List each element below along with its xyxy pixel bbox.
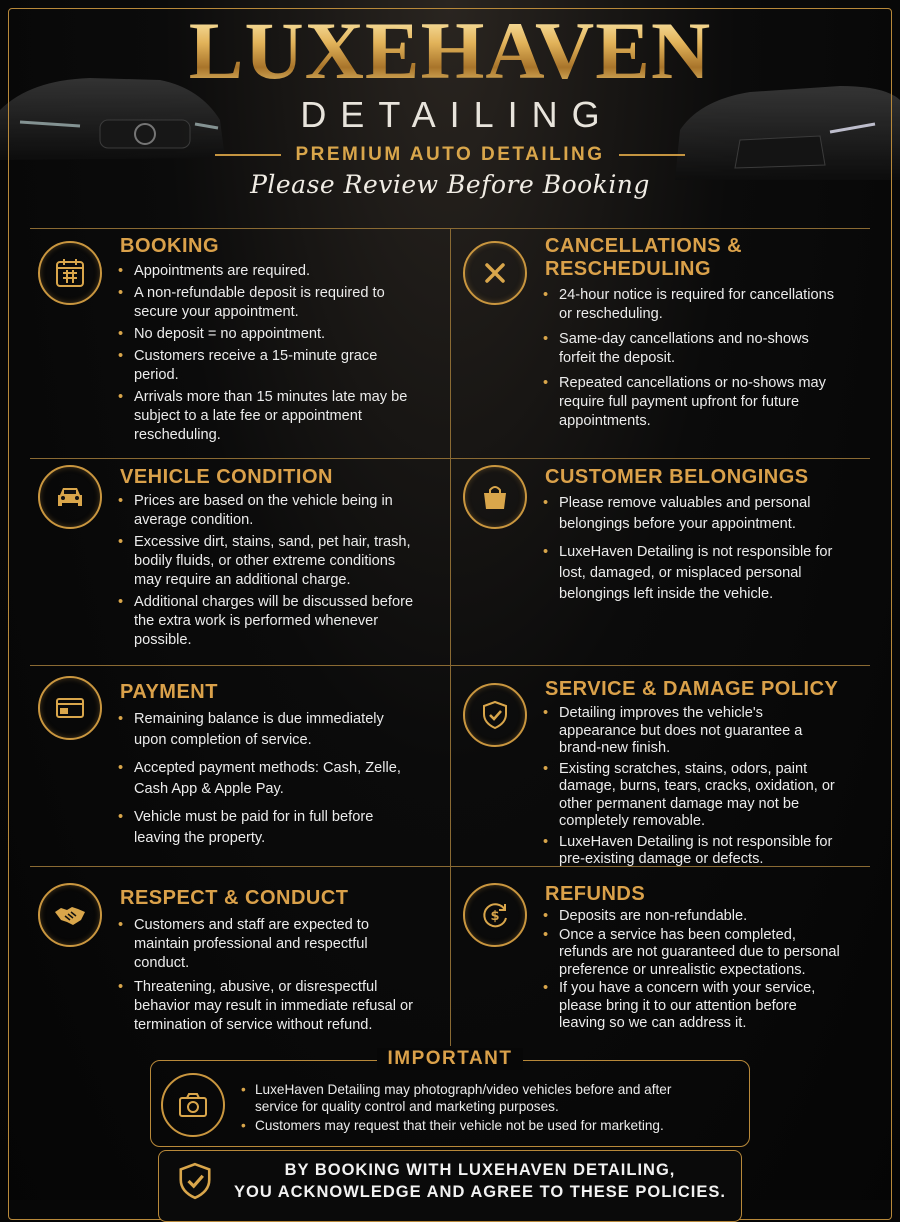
list-item: • Customers may request that their vehicle not be used for marketing. — [241, 1117, 691, 1134]
list-item: • Same-day cancellations and no-shows forfeit the deposit. — [543, 330, 843, 368]
shield-check-icon — [173, 1159, 217, 1203]
list-item: • No deposit = no appointment. — [118, 325, 418, 344]
section-cancellations — [451, 228, 870, 458]
list-item: • Detailing improves the vehicle's appearance but does not guarantee a brand-new finish. — [543, 705, 843, 758]
section-list — [543, 705, 843, 872]
section-title: BOOKING — [120, 235, 220, 257]
section-customer-belongings — [451, 459, 870, 665]
section-title: PAYMENT — [120, 681, 218, 703]
section-booking — [30, 228, 450, 458]
tagline: PREMIUM AUTO DETAILING — [295, 144, 605, 165]
list-item: • A non-refundable deposit is required to secure your appointment. — [118, 284, 418, 322]
svg-text:$: $ — [490, 909, 500, 924]
section-title: SERVICE & DAMAGE POLICY — [545, 678, 839, 700]
section-list — [543, 908, 843, 1036]
list-item: • If you have a concern with your service, please bring it to our attention before leaving so we can address it. — [543, 980, 843, 1033]
x-mark-icon — [463, 241, 527, 305]
calendar-icon — [38, 241, 102, 305]
section-title: CANCELLATIONS & RESCHEDULING — [545, 235, 743, 280]
list-item: • Deposits are non-refundable. — [543, 908, 843, 926]
list-item: • Customers receive a 15-minute grace period. — [118, 347, 418, 385]
brand-subtitle: DETAILING — [300, 94, 614, 135]
section-vehicle-condition — [30, 459, 450, 665]
section-respect-conduct — [30, 867, 450, 1046]
section-title: VEHICLE CONDITION — [120, 466, 333, 488]
list-item: • 24-hour notice is required for cancellations or rescheduling. — [543, 286, 843, 324]
section-list — [543, 493, 843, 608]
list-item: • Customers and staff are expected to maintain professional and respectful conduct. — [118, 916, 418, 973]
section-list — [118, 916, 418, 1038]
section-service-damage-policy — [451, 666, 870, 866]
divider — [619, 154, 685, 156]
divider — [215, 154, 281, 156]
section-payment — [30, 666, 450, 866]
handshake-icon — [38, 883, 102, 947]
list-item: • LuxeHaven Detailing is not responsible for pre-existing damage or defects. — [543, 834, 843, 869]
credit-card-icon — [38, 676, 102, 740]
list-item: • LuxeHaven Detailing may photograph/video vehicles before and after service for quality control and marketing purposes. — [241, 1081, 691, 1115]
list-item: • Arrivals more than 15 minutes late may be subject to a late fee or appointment rescheduling. — [118, 388, 418, 445]
acknowledgement-line: YOU ACKNOWLEDGE AND AGREE TO THESE POLICIES. — [234, 1183, 726, 1201]
car-icon — [38, 465, 102, 529]
list-item: • Vehicle must be paid for in full before leaving the property. — [118, 807, 418, 849]
section-list — [118, 262, 418, 448]
section-list — [118, 709, 418, 852]
important-box — [150, 1048, 750, 1147]
section-refunds — [451, 867, 870, 1046]
list-item: • Once a service has been completed, refunds are not guaranteed due to personal preference or unrealistic expectations. — [543, 927, 843, 980]
list-item: • Threatening, abusive, or disrespectful behavior may result in immediate refusal or termination of service without refund. — [118, 978, 418, 1035]
acknowledgement-box — [158, 1150, 742, 1222]
section-list — [543, 286, 843, 434]
list-item: • Existing scratches, stains, odors, paint damage, burns, tears, cracks, oxidation, or other permanent damage may not be completely removable. — [543, 761, 843, 831]
acknowledgement-text — [229, 1159, 731, 1203]
bag-icon — [463, 465, 527, 529]
list-item: • Please remove valuables and personal belongings before your appointment. — [543, 493, 843, 535]
important-title-row — [151, 1048, 749, 1070]
important-list — [241, 1081, 691, 1136]
dollar-refresh-icon — [463, 883, 527, 947]
list-item: • Prices are based on the vehicle being in average condition. — [118, 492, 418, 530]
list-item: • Additional charges will be discussed before the extra work is performed whenever possible. — [118, 593, 418, 650]
script-note: Please Review Before Booking — [250, 170, 650, 199]
brand-header — [0, 5, 900, 199]
list-item: • Appointments are required. — [118, 262, 418, 281]
section-title: REFUNDS — [545, 883, 646, 905]
section-title: CUSTOMER BELONGINGS — [545, 466, 809, 488]
section-list — [118, 492, 418, 653]
list-item: • Accepted payment methods: Cash, Zelle, Cash App & Apple Pay. — [118, 758, 418, 800]
important-title: IMPORTANT — [377, 1048, 522, 1070]
list-item: • Remaining balance is due immediately upon completion of service. — [118, 709, 418, 751]
camera-icon — [161, 1073, 225, 1137]
acknowledgement-line: BY BOOKING WITH LUXEHAVEN DETAILING, — [284, 1161, 676, 1179]
policy-grid — [30, 228, 870, 1046]
shield-check-icon — [463, 683, 527, 747]
list-item: • Repeated cancellations or no-shows may require full payment upfront for future appointments. — [543, 374, 843, 431]
section-title: RESPECT & CONDUCT — [120, 887, 349, 909]
brand-name: LUXEHAVEN — [0, 10, 900, 92]
tagline-row — [0, 144, 900, 166]
list-item: • LuxeHaven Detailing is not responsible for lost, damaged, or misplaced personal belongings left inside the vehicle. — [543, 542, 843, 605]
list-item: • Excessive dirt, stains, sand, pet hair, trash, bodily fluids, or other extreme conditions may require an additional charge. — [118, 533, 418, 590]
